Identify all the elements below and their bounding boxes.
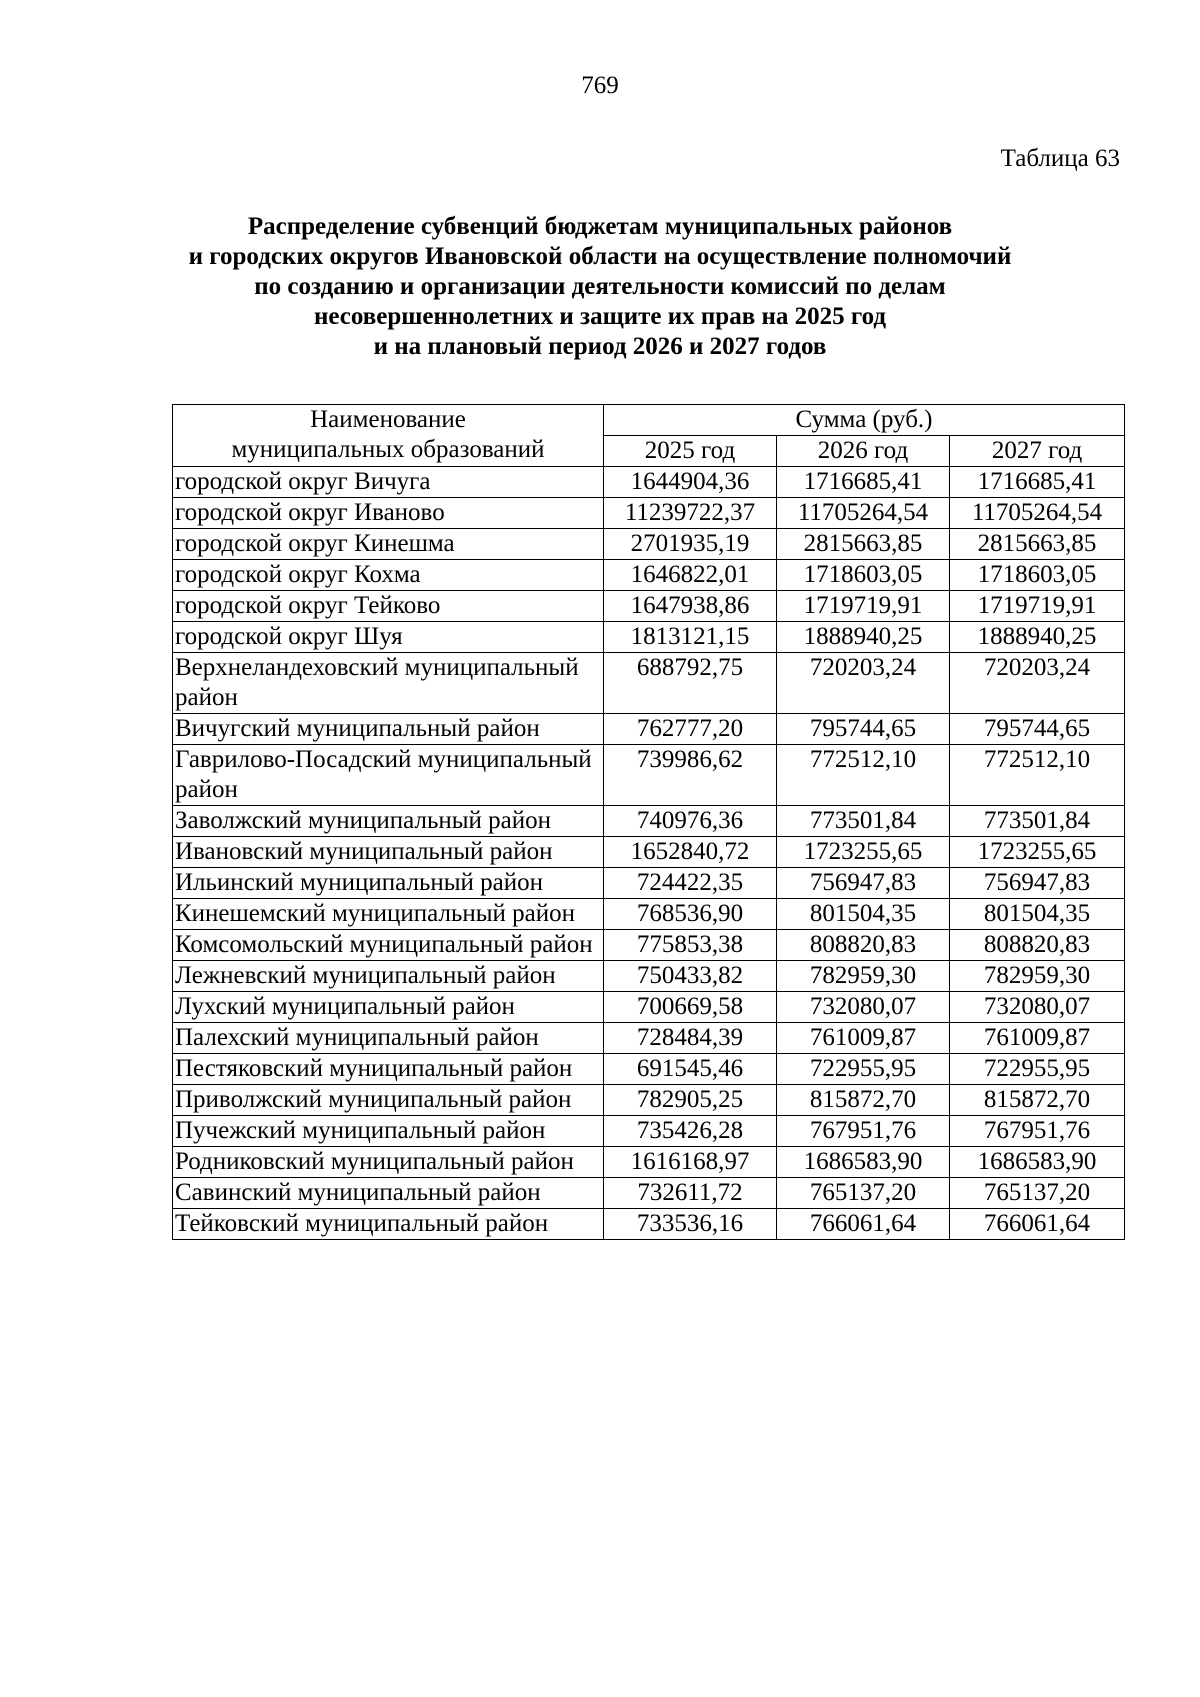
amount-2026-cell: 1719719,91 — [777, 591, 950, 622]
amount-2025-cell: 750433,82 — [604, 961, 777, 992]
table-row — [173, 745, 1125, 806]
table-row — [173, 899, 1125, 930]
amount-2025-cell: 733536,16 — [604, 1209, 777, 1240]
amount-2027-cell: 1888940,25 — [950, 622, 1125, 653]
amount-2027-cell: 1716685,41 — [950, 467, 1125, 498]
table-row — [173, 837, 1125, 868]
table-row — [173, 1116, 1125, 1147]
table-row — [173, 992, 1125, 1023]
amount-2027-cell: 772512,10 — [950, 745, 1125, 806]
municipality-name-cell: городской округ Тейково — [173, 591, 604, 622]
municipality-name-cell: Кинешемский муниципальный район — [173, 899, 604, 930]
amount-2027-cell: 765137,20 — [950, 1178, 1125, 1209]
amount-2026-cell: 765137,20 — [777, 1178, 950, 1209]
table-row — [173, 1054, 1125, 1085]
title-line: по созданию и организации деятельности комиссий по делам — [254, 273, 946, 300]
table-row — [173, 498, 1125, 529]
header-municipality-line2: муниципальных образований — [231, 436, 545, 463]
table-row — [173, 529, 1125, 560]
amount-2027-cell: 773501,84 — [950, 806, 1125, 837]
table-row — [173, 560, 1125, 591]
header-municipality — [173, 405, 604, 467]
municipality-name-cell: Лежневский муниципальный район — [173, 961, 604, 992]
amount-2027-cell: 756947,83 — [950, 868, 1125, 899]
municipality-name-cell: Вичугский муниципальный район — [173, 714, 604, 745]
amount-2026-cell: 1716685,41 — [777, 467, 950, 498]
header-sum: Сумма (руб.) — [604, 405, 1125, 436]
amount-2025-cell: 1652840,72 — [604, 837, 777, 868]
page-number: 769 — [581, 72, 619, 99]
title-line: и на плановый период 2026 и 2027 годов — [373, 333, 827, 360]
amount-2026-cell: 801504,35 — [777, 899, 950, 930]
amount-2027-cell: 1718603,05 — [950, 560, 1125, 591]
table-row — [173, 806, 1125, 837]
table-row — [173, 1178, 1125, 1209]
amount-2026-cell: 720203,24 — [777, 653, 950, 714]
amount-2027-cell: 11705264,54 — [950, 498, 1125, 529]
municipality-name-cell: городской округ Иваново — [173, 498, 604, 529]
amount-2025-cell: 2701935,19 — [604, 529, 777, 560]
amount-2025-cell: 740976,36 — [604, 806, 777, 837]
table-row — [173, 591, 1125, 622]
municipality-name-cell: Пучежский муниципальный район — [173, 1116, 604, 1147]
amount-2026-cell: 782959,30 — [777, 961, 950, 992]
amount-2026-cell: 808820,83 — [777, 930, 950, 961]
municipality-name-cell: Лухский муниципальный район — [173, 992, 604, 1023]
amount-2026-cell: 2815663,85 — [777, 529, 950, 560]
table-body — [173, 467, 1125, 1240]
amount-2026-cell: 1718603,05 — [777, 560, 950, 591]
amount-2025-cell: 688792,75 — [604, 653, 777, 714]
municipality-name-cell: Пестяковский муниципальный район — [173, 1054, 604, 1085]
amount-2026-cell: 1686583,90 — [777, 1147, 950, 1178]
header-municipality-line1: Наименование — [310, 406, 466, 433]
municipality-name-cell: Ильинский муниципальный район — [173, 868, 604, 899]
table-label: Таблица 63 — [1000, 145, 1120, 172]
amount-2025-cell: 732611,72 — [604, 1178, 777, 1209]
amount-2025-cell: 782905,25 — [604, 1085, 777, 1116]
amount-2025-cell: 11239722,37 — [604, 498, 777, 529]
table-row — [173, 653, 1125, 714]
amount-2026-cell: 773501,84 — [777, 806, 950, 837]
amount-2027-cell: 720203,24 — [950, 653, 1125, 714]
amount-2025-cell: 1813121,15 — [604, 622, 777, 653]
amount-2025-cell: 1646822,01 — [604, 560, 777, 591]
amount-2026-cell: 1888940,25 — [777, 622, 950, 653]
municipality-name-cell: городской округ Кинешма — [173, 529, 604, 560]
document-title — [100, 212, 1100, 362]
municipality-name-cell: Ивановский муниципальный район — [173, 837, 604, 868]
header-year-2025: 2025 год — [604, 436, 777, 467]
amount-2026-cell: 767951,76 — [777, 1116, 950, 1147]
amount-2026-cell: 722955,95 — [777, 1054, 950, 1085]
table-row — [173, 714, 1125, 745]
amount-2027-cell: 767951,76 — [950, 1116, 1125, 1147]
municipality-name-cell: Родниковский муниципальный район — [173, 1147, 604, 1178]
amount-2025-cell: 1647938,86 — [604, 591, 777, 622]
amount-2026-cell: 756947,83 — [777, 868, 950, 899]
amount-2026-cell: 815872,70 — [777, 1085, 950, 1116]
amount-2027-cell: 766061,64 — [950, 1209, 1125, 1240]
municipality-name-cell: городской округ Вичуга — [173, 467, 604, 498]
table-row — [173, 467, 1125, 498]
amount-2027-cell: 1686583,90 — [950, 1147, 1125, 1178]
municipality-name-cell: Тейковский муниципальный район — [173, 1209, 604, 1240]
amount-2027-cell: 808820,83 — [950, 930, 1125, 961]
amount-2025-cell: 775853,38 — [604, 930, 777, 961]
municipality-name-cell: Верхнеландеховский муниципальный район — [173, 653, 604, 714]
amount-2026-cell: 1723255,65 — [777, 837, 950, 868]
amount-2027-cell: 761009,87 — [950, 1023, 1125, 1054]
table-row — [173, 622, 1125, 653]
municipality-name-cell: городской округ Шуя — [173, 622, 604, 653]
amount-2025-cell: 691545,46 — [604, 1054, 777, 1085]
amount-2025-cell: 728484,39 — [604, 1023, 777, 1054]
title-line: Распределение субвенций бюджетам муниципальных районов — [247, 213, 953, 240]
municipality-name-cell: Комсомольский муниципальный район — [173, 930, 604, 961]
municipality-name-cell: Заволжский муниципальный район — [173, 806, 604, 837]
amount-2026-cell: 761009,87 — [777, 1023, 950, 1054]
subvention-table — [172, 404, 1125, 1240]
amount-2027-cell: 722955,95 — [950, 1054, 1125, 1085]
amount-2027-cell: 732080,07 — [950, 992, 1125, 1023]
amount-2025-cell: 739986,62 — [604, 745, 777, 806]
municipality-name-cell: Гаврилово-Посадский муниципальный район — [173, 745, 604, 806]
table-row — [173, 1023, 1125, 1054]
table-row — [173, 961, 1125, 992]
table-row — [173, 1209, 1125, 1240]
amount-2027-cell: 801504,35 — [950, 899, 1125, 930]
municipality-name-cell: городской округ Кохма — [173, 560, 604, 591]
table-row — [173, 1085, 1125, 1116]
table-row — [173, 868, 1125, 899]
amount-2026-cell: 11705264,54 — [777, 498, 950, 529]
municipality-name-cell: Савинский муниципальный район — [173, 1178, 604, 1209]
amount-2025-cell: 762777,20 — [604, 714, 777, 745]
amount-2026-cell: 772512,10 — [777, 745, 950, 806]
title-line: и городских округов Ивановской области на осуществление полномочий — [188, 243, 1012, 270]
amount-2027-cell: 782959,30 — [950, 961, 1125, 992]
amount-2027-cell: 2815663,85 — [950, 529, 1125, 560]
amount-2027-cell: 815872,70 — [950, 1085, 1125, 1116]
amount-2025-cell: 1616168,97 — [604, 1147, 777, 1178]
amount-2027-cell: 1723255,65 — [950, 837, 1125, 868]
amount-2026-cell: 732080,07 — [777, 992, 950, 1023]
amount-2025-cell: 1644904,36 — [604, 467, 777, 498]
header-year-2026: 2026 год — [777, 436, 950, 467]
amount-2027-cell: 1719719,91 — [950, 591, 1125, 622]
amount-2025-cell: 735426,28 — [604, 1116, 777, 1147]
table-row — [173, 930, 1125, 961]
table-row — [173, 1147, 1125, 1178]
municipality-name-cell: Приволжский муниципальный район — [173, 1085, 604, 1116]
amount-2025-cell: 768536,90 — [604, 899, 777, 930]
title-line: несовершеннолетних и защите их прав на 2025 год — [313, 303, 887, 330]
header-year-2027: 2027 год — [950, 436, 1125, 467]
amount-2026-cell: 766061,64 — [777, 1209, 950, 1240]
amount-2025-cell: 724422,35 — [604, 868, 777, 899]
municipality-name-cell: Палехский муниципальный район — [173, 1023, 604, 1054]
amount-2026-cell: 795744,65 — [777, 714, 950, 745]
amount-2025-cell: 700669,58 — [604, 992, 777, 1023]
amount-2027-cell: 795744,65 — [950, 714, 1125, 745]
